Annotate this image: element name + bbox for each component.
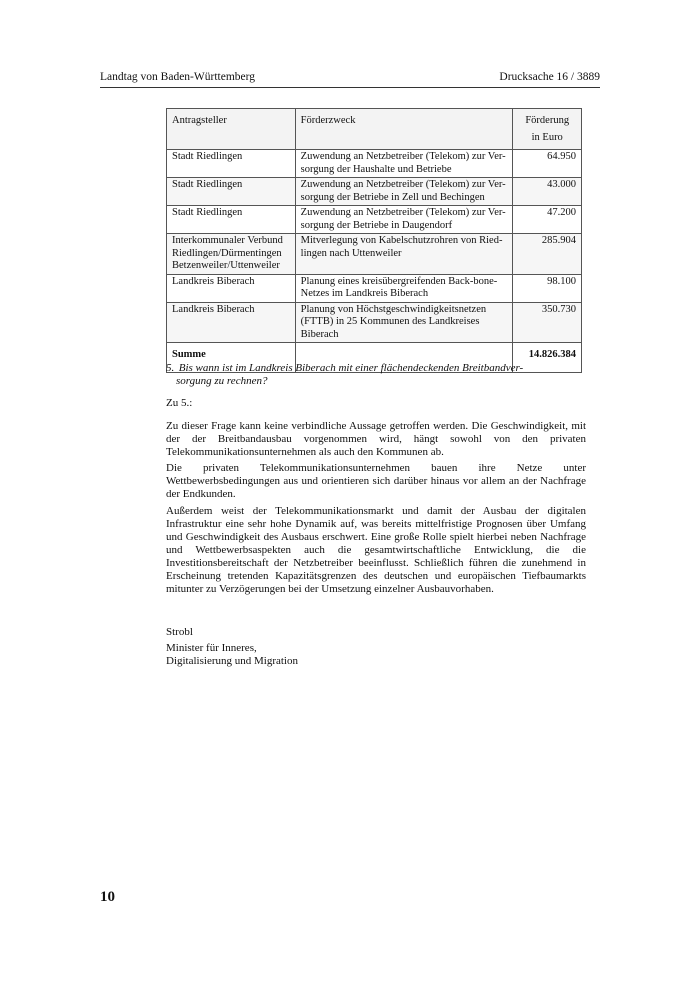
table-row <box>167 150 582 178</box>
question-5 <box>166 362 586 388</box>
document-number: Drucksache 16 / 3889 <box>499 71 600 83</box>
table-row <box>167 302 582 343</box>
table-header-row <box>167 109 582 150</box>
purpose-cell: Zuwendung an Netzbetreiber (Telekom) zur Ver- sorgung der Betriebe in Zell und Bechingen <box>295 178 513 206</box>
table-row <box>167 206 582 234</box>
answer-label: Zu 5.: <box>166 397 193 409</box>
applicant-cell: Stadt Riedlingen <box>167 150 296 178</box>
purpose-cell: Mitverlegung von Kabelschutzrohren von Ried- lingen nach Uttenweiler <box>295 234 513 275</box>
question-number: 5. <box>166 362 175 374</box>
applicant-cell: Interkommunaler Verbund Riedlingen/Dürmentingen Betzenweiler/Uttenweiler <box>167 234 296 275</box>
column-header-applicant: Antragsteller <box>167 109 296 150</box>
amount-cell: 350.730 <box>513 302 582 343</box>
applicant-cell: Stadt Riedlingen <box>167 206 296 234</box>
amount-cell: 98.100 <box>513 274 582 302</box>
amount-cell: 43.000 <box>513 178 582 206</box>
purpose-cell: Planung von Höchstgeschwindigkeitsnetzen (FTTB) in 25 Kommunen des Landkreises Biberach <box>295 302 513 343</box>
signature-title-line1: Minister für Inneres, <box>166 642 257 654</box>
sum-label: Summe <box>167 343 296 373</box>
signature-title-line2: Digitalisierung und Migration <box>166 655 298 667</box>
answer-paragraph-3: Außerdem weist der Telekommunikationsmarkt und damit der Ausbau der digitalen Infrastruktur eine sehr hohe Dynamik auf, was bereits mittelfristige Prognosen über Umfang und Geschwindigkeit des Ausbaus erschwert. Eine große Rolle spielt hierbei neben Nachfrage und Wettbewerbsaspekten auch die gesamtwirtschaftliche Entwicklung, die die Investitionsbereitschaft der Netzbetreiber beeinflusst. Schließlich führen die zunehmend in Erscheinung tretenden Kapazitätsgrenzen des deutschen und europäischen Tiefbaumarkts mitunter zu Verzögerungen bei der Umsetzung einzelner Ausbauvorhaben. <box>166 505 586 595</box>
question-text-line1: Bis wann ist im Landkreis Biberach mit einer flächendeckenden Breitbandver- <box>178 362 524 374</box>
amount-cell: 285.904 <box>513 234 582 275</box>
applicant-cell: Stadt Riedlingen <box>167 178 296 206</box>
purpose-cell: Planung eines kreisübergreifenden Back-bone- Netzes im Landkreis Biberach <box>295 274 513 302</box>
answer-paragraph-2: Die privaten Telekommunikationsunternehmen bauen ihre Netze unter Wettbewerbsbedingungen aus und orientieren sich darüber hinaus vor allem an der Nachfrage der Endkunden. <box>166 462 586 500</box>
parliament-name: Landtag von Baden-Württemberg <box>100 71 255 83</box>
table-row <box>167 178 582 206</box>
page-header <box>100 71 600 88</box>
purpose-cell: Zuwendung an Netzbetreiber (Telekom) zur Ver- sorgung der Betriebe in Daugendorf <box>295 206 513 234</box>
column-header-purpose: Förderzweck <box>295 109 513 150</box>
applicant-cell: Landkreis Biberach <box>167 302 296 343</box>
table-row <box>167 274 582 302</box>
table-row <box>167 234 582 275</box>
page-number: 10 <box>100 889 115 905</box>
amount-cell: 64.950 <box>513 150 582 178</box>
answer-paragraph-1: Zu dieser Frage kann keine verbindliche Aussage getroffen werden. Die Geschwindigkeit, mit der der Breitbandausbau vorgenommen wird, hängt sowohl von den privaten Telekommunikationsunternehmen als auch den Kommunen ab. <box>166 420 586 458</box>
amount-cell: 47.200 <box>513 206 582 234</box>
sum-value: 14.826.384 <box>513 343 582 373</box>
applicant-cell: Landkreis Biberach <box>167 274 296 302</box>
signature-name: Strobl <box>166 626 193 638</box>
column-header-amount: Förderung in Euro <box>513 109 582 150</box>
question-text-line2: sorgung zu rechnen? <box>176 375 268 387</box>
funding-table <box>166 108 582 373</box>
purpose-cell: Zuwendung an Netzbetreiber (Telekom) zur Ver- sorgung der Haushalte und Betriebe <box>295 150 513 178</box>
